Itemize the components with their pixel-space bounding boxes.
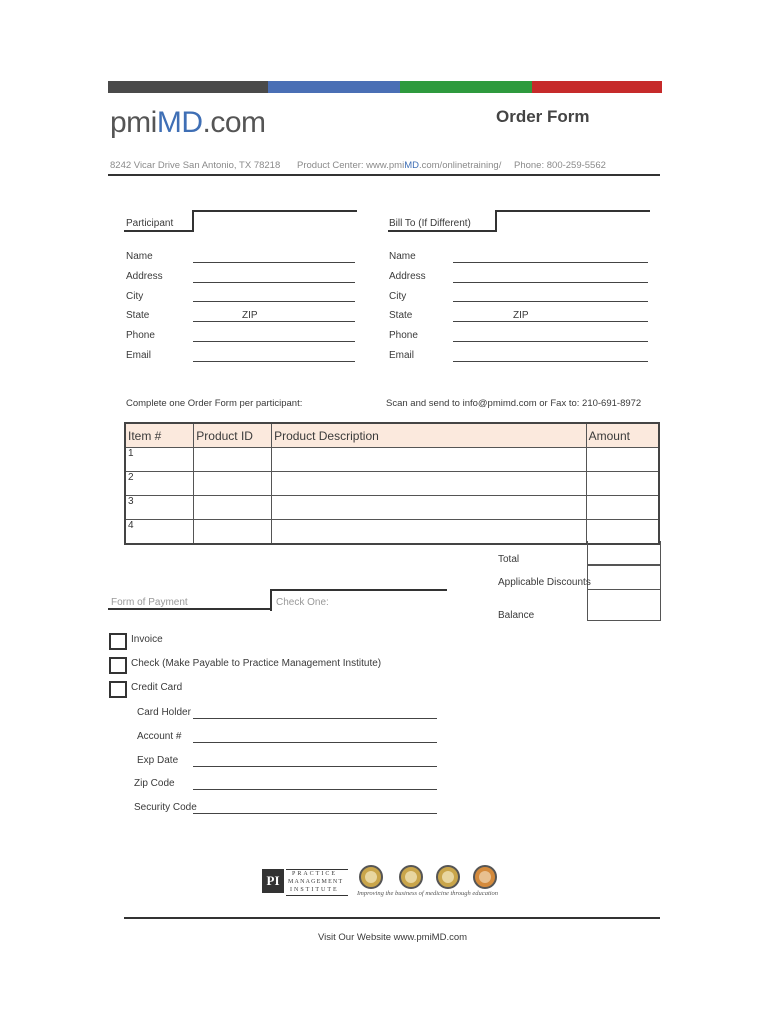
payment-heading: Form of Payment (111, 597, 188, 608)
tagline: Improving the business of medicine through education (357, 890, 499, 897)
seal-icons (358, 862, 498, 892)
exp-date-field[interactable] (193, 766, 437, 767)
participant-email-field[interactable] (193, 361, 355, 362)
zip-code-field[interactable] (193, 789, 437, 790)
order-table (124, 422, 660, 545)
balance-box[interactable] (587, 589, 661, 621)
card-holder-label: Card Holder (137, 707, 191, 718)
participant-state-label: State (126, 310, 150, 321)
amount-cell[interactable] (586, 472, 659, 496)
invoice-label: Invoice (131, 634, 163, 645)
participant-city-label: City (126, 291, 144, 302)
billto-tab (495, 210, 650, 232)
table-row (125, 520, 659, 545)
product-id-cell[interactable] (194, 520, 272, 545)
participant-tab-base (124, 230, 194, 232)
table-row (125, 496, 659, 520)
payment-heading-line (108, 608, 272, 610)
instructions-right: Scan and send to info@pmimd.com or Fax to: 210-691-8972 (386, 398, 642, 409)
table-row (125, 448, 659, 472)
description-cell[interactable] (272, 472, 587, 496)
billto-email-field[interactable] (453, 361, 648, 362)
invoice-checkbox[interactable] (109, 633, 127, 650)
billto-heading: Bill To (If Different) (389, 218, 471, 229)
billto-state-zip-field[interactable] (453, 321, 648, 322)
product-id-cell[interactable] (194, 448, 272, 472)
color-bar-blue (268, 81, 400, 93)
product-center: Product Center: www.pmiMD.com/onlinetraining/ (297, 160, 502, 171)
participant-tab (192, 210, 357, 232)
billto-phone-field[interactable] (453, 341, 648, 342)
account-number-label: Account # (137, 731, 182, 742)
pmi-logo-text-3: INSTITUTE (290, 887, 339, 893)
pmi-logo (262, 867, 348, 897)
participant-address-field[interactable] (193, 282, 355, 283)
participant-state-zip-field[interactable] (193, 321, 355, 322)
item-number: 1 (125, 448, 194, 472)
seal-icon-3 (437, 866, 459, 888)
participant-city-field[interactable] (193, 301, 355, 302)
color-bar-red (532, 81, 662, 93)
pmi-logo-text-1: PRACTICE (292, 871, 338, 877)
pmi-logo-rule (286, 869, 348, 870)
billto-address-field[interactable] (453, 282, 648, 283)
total-label: Total (498, 554, 520, 565)
item-number: 2 (125, 472, 194, 496)
participant-zip-label: ZIP (242, 310, 258, 321)
card-holder-field[interactable] (193, 718, 437, 719)
check-label: Check (Make Payable to Practice Management Institute) (131, 658, 382, 669)
table-row (125, 472, 659, 496)
billto-tab-base (388, 230, 497, 232)
participant-phone-label: Phone (126, 330, 155, 341)
billto-city-field[interactable] (453, 301, 648, 302)
discounts-label: Applicable Discounts (498, 577, 591, 588)
billto-email-label: Email (389, 350, 415, 361)
seal-icon-2 (400, 866, 422, 888)
color-bar-gray (108, 81, 268, 93)
footer-divider (124, 917, 660, 919)
billto-name-field[interactable] (453, 262, 648, 263)
amount-cell[interactable] (586, 448, 659, 472)
account-number-field[interactable] (193, 742, 437, 743)
pmi-logo-rule-bottom (286, 895, 348, 896)
billto-city-label: City (389, 291, 407, 302)
col-product-id-header: Product ID (194, 423, 272, 448)
zip-code-label: Zip Code (134, 778, 175, 789)
billto-address-label: Address (389, 271, 426, 282)
description-cell[interactable] (272, 496, 587, 520)
total-box[interactable] (587, 541, 661, 565)
check-checkbox[interactable] (109, 657, 127, 674)
billto-name-label: Name (389, 251, 416, 262)
amount-cell[interactable] (586, 496, 659, 520)
footer-website[interactable]: Visit Our Website www.pmiMD.com (318, 932, 468, 943)
pmi-logo-text-2: MANAGEMENT (288, 879, 344, 885)
col-amount-header: Amount (586, 423, 659, 448)
col-item-header: Item # (125, 423, 194, 448)
participant-address-label: Address (126, 271, 163, 282)
col-description-header: Product Description (272, 423, 587, 448)
participant-phone-field[interactable] (193, 341, 355, 342)
credit-card-label: Credit Card (131, 682, 183, 693)
table-header-row (125, 423, 659, 448)
company-address: 8242 Vicar Drive San Antonio, TX 78218 (110, 160, 281, 171)
description-cell[interactable] (272, 448, 587, 472)
participant-email-label: Email (126, 350, 152, 361)
product-id-cell[interactable] (194, 496, 272, 520)
credit-card-checkbox[interactable] (109, 681, 127, 698)
description-cell[interactable] (272, 520, 587, 545)
security-code-label: Security Code (134, 802, 197, 813)
seal-icon-4 (474, 866, 496, 888)
billto-phone-label: Phone (389, 330, 418, 341)
item-number: 4 (125, 520, 194, 545)
color-bar-green (400, 81, 532, 93)
exp-date-label: Exp Date (137, 755, 179, 766)
billto-state-label: State (389, 310, 413, 321)
participant-heading: Participant (126, 218, 174, 229)
billto-zip-label: ZIP (513, 310, 529, 321)
seal-icon-1 (360, 866, 382, 888)
discounts-box[interactable] (587, 565, 661, 590)
header-divider (108, 174, 660, 176)
company-phone: Phone: 800-259-5562 (514, 160, 606, 171)
security-code-field[interactable] (193, 813, 437, 814)
balance-label: Balance (498, 610, 535, 621)
pmi-logo-mark: PI (262, 869, 284, 893)
product-id-cell[interactable] (194, 472, 272, 496)
instructions-left: Complete one Order Form per participant: (126, 398, 303, 409)
check-one-label: Check One: (276, 597, 329, 608)
participant-name-field[interactable] (193, 262, 355, 263)
participant-name-label: Name (126, 251, 153, 262)
pmimd-logo: pmiMD.com (110, 106, 266, 139)
item-number: 3 (125, 496, 194, 520)
page-title: Order Form (496, 107, 590, 126)
